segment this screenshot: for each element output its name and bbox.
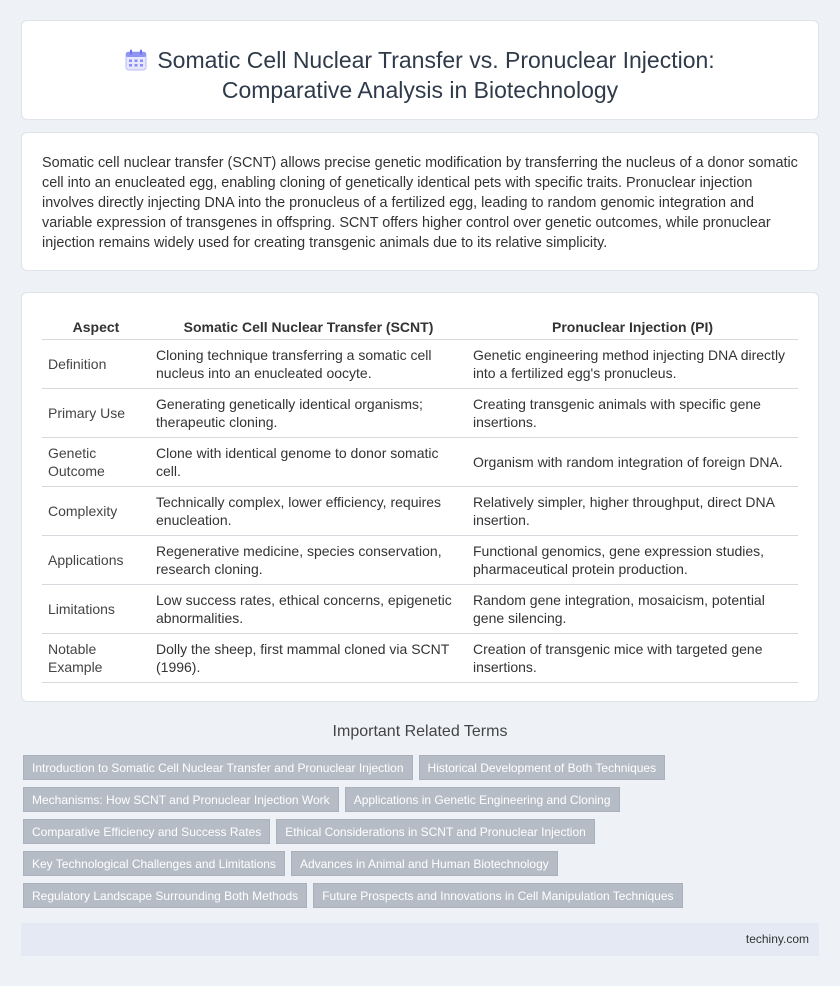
header-pi: Pronuclear Injection (PI)	[467, 313, 798, 340]
header-scnt: Somatic Cell Nuclear Transfer (SCNT)	[150, 313, 467, 340]
related-term-tag[interactable]: Applications in Genetic Engineering and Cloning	[345, 787, 620, 812]
row-aspect: Complexity	[42, 487, 150, 536]
related-terms-heading: Important Related Terms	[332, 723, 508, 740]
row-pi: Random gene integration, mosaicism, potential gene silencing.	[467, 585, 798, 634]
row-scnt: Low success rates, ethical concerns, epigenetic abnormalities.	[150, 585, 467, 634]
row-pi: Creation of transgenic mice with targeted gene insertions.	[467, 634, 798, 683]
row-pi: Relatively simpler, higher throughput, direct DNA insertion.	[467, 487, 798, 536]
row-scnt: Cloning technique transferring a somatic cell nucleus into an enucleated oocyte.	[150, 340, 467, 389]
comparison-table-card	[21, 292, 819, 702]
row-aspect: Notable Example	[42, 634, 150, 683]
table-row	[42, 634, 798, 683]
row-scnt: Dolly the sheep, first mammal cloned via SCNT (1996).	[150, 634, 467, 683]
table-row	[42, 536, 798, 585]
related-term-tag[interactable]: Future Prospects and Innovations in Cell Manipulation Techniques	[313, 883, 682, 908]
related-term-tag[interactable]: Ethical Considerations in SCNT and Pronuclear Injection	[276, 819, 595, 844]
row-pi: Functional genomics, gene expression studies, pharmaceutical protein production.	[467, 536, 798, 585]
row-pi: Genetic engineering method injecting DNA directly into a fertilized egg's pronucleus.	[467, 340, 798, 389]
related-term-tag[interactable]: Advances in Animal and Human Biotechnology	[291, 851, 558, 876]
related-terms-list	[23, 755, 823, 915]
title-card	[21, 20, 819, 120]
row-aspect: Applications	[42, 536, 150, 585]
related-term-tag[interactable]: Regulatory Landscape Surrounding Both Methods	[23, 883, 307, 908]
related-term-tag[interactable]: Key Technological Challenges and Limitations	[23, 851, 285, 876]
table-row	[42, 340, 798, 389]
row-aspect: Limitations	[42, 585, 150, 634]
summary-text: Somatic cell nuclear transfer (SCNT) allows precise genetic modification by transferring the nucleus of a donor somatic cell into an enucleated egg, enabling cloning of genetically identical pets with specific traits. Pronuclear injection involves directly injecting DNA into the pronucleus of a fertilized egg, leading to random genomic integration and variable expression of transgenes in offspring. SCNT offers higher control over genetic outcomes, while pronuclear injection remains widely used for creating transgenic animals due to its relative simplicity.	[42, 155, 798, 251]
table-header-row	[42, 313, 798, 340]
row-scnt: Clone with identical genome to donor somatic cell.	[150, 438, 467, 487]
table-row	[42, 389, 798, 438]
row-aspect: Definition	[42, 340, 150, 389]
title-line-1: Somatic Cell Nuclear Transfer vs. Pronuclear Injection:	[157, 47, 715, 73]
summary-card	[21, 132, 819, 271]
table-row	[42, 487, 798, 536]
page-title	[22, 45, 818, 105]
table-row	[42, 585, 798, 634]
row-aspect: Genetic Outcome	[42, 438, 150, 487]
related-term-tag[interactable]: Mechanisms: How SCNT and Pronuclear Injection Work	[23, 787, 339, 812]
row-aspect: Primary Use	[42, 389, 150, 438]
related-term-tag[interactable]: Comparative Efficiency and Success Rates	[23, 819, 270, 844]
footer	[21, 923, 819, 956]
row-scnt: Generating genetically identical organisms; therapeutic cloning.	[150, 389, 467, 438]
header-aspect: Aspect	[42, 313, 150, 340]
title-line-2: Comparative Analysis in Biotechnology	[221, 77, 619, 103]
related-term-tag[interactable]: Historical Development of Both Techniques	[419, 755, 666, 780]
row-scnt: Regenerative medicine, species conservation, research cloning.	[150, 536, 467, 585]
footer-site-link[interactable]: techiny.com	[745, 932, 809, 946]
row-pi: Creating transgenic animals with specific gene insertions.	[467, 389, 798, 438]
related-term-tag[interactable]: Introduction to Somatic Cell Nuclear Transfer and Pronuclear Injection	[23, 755, 413, 780]
row-pi: Organism with random integration of foreign DNA.	[467, 438, 798, 487]
comparison-table	[42, 313, 798, 683]
row-scnt: Technically complex, lower efficiency, requires enucleation.	[150, 487, 467, 536]
calendar-icon	[125, 49, 147, 71]
table-row	[42, 438, 798, 487]
